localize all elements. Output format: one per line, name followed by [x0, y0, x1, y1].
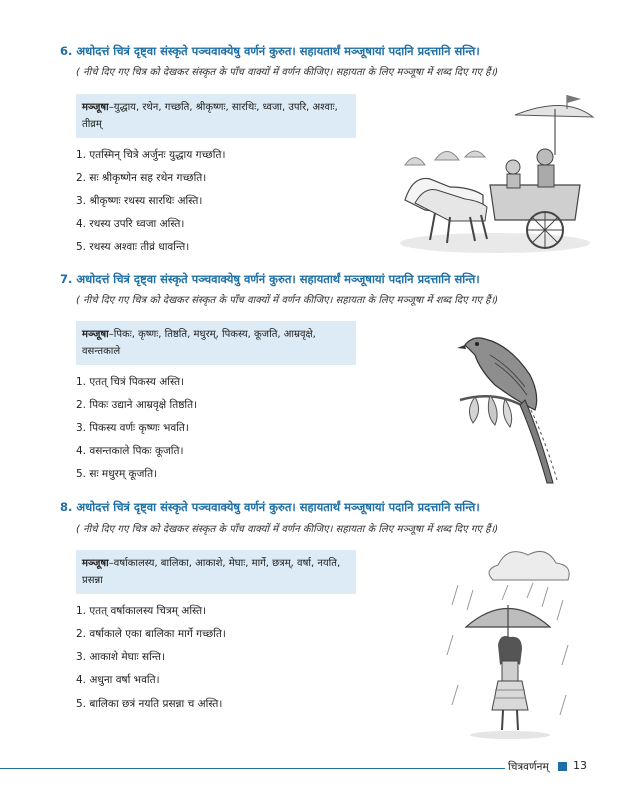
answer-line: 2. सः श्रीकृष्णेन सह रथेन गच्छति।	[76, 172, 207, 184]
answer-line: 1. एतत् चित्रं पिकस्य अस्ति।	[76, 376, 185, 388]
answer-line: 2. वर्षाकाले एका बालिका मार्गे गच्छति।	[76, 628, 226, 640]
question-subtitle: ( नीचे दिए गए चित्र को देखकर संस्कृत के पाँच वाक्यों में वर्णन कीजिए। सहायता के लिए मञ्जूषा में शब्द दिए गए हैं।)	[76, 67, 499, 78]
manjusha-label: मञ्जूषा	[82, 558, 109, 569]
answer-line: 5. सः मधुरम् कूजति।	[76, 468, 158, 480]
manjusha-box	[76, 550, 356, 594]
rain-girl-illustration	[438, 545, 578, 740]
manjusha-box	[76, 321, 356, 365]
answer-line: 2. पिकः उद्याने आम्रवृक्षे तिष्ठति।	[76, 399, 198, 411]
answer-line: 1. एतत् वर्षाकालस्य चित्रम् अस्ति।	[76, 605, 207, 617]
manjusha-words: –वर्षाकालस्य, बालिका, आकाशे, मेघाः, मार्गे, छत्रम्, वर्षा, नयति, प्रसन्ना	[82, 558, 341, 586]
cuckoo-illustration	[455, 315, 575, 485]
footer-rule	[0, 768, 505, 769]
footer-label: चित्रवर्णनम्	[508, 761, 549, 773]
answer-line: 4. वसन्तकाले पिकः कूजति।	[76, 445, 184, 457]
question-subtitle: ( नीचे दिए गए चित्र को देखकर संस्कृत के पाँच वाक्यों में वर्णन कीजिए। सहायता के लिए मञ्जूषा में शब्द दिए गए हैं।)	[76, 524, 499, 535]
question-title: 8. अधोदत्तं चित्रं दृष्ट्वा संस्कृते पञ्चवाक्येषु वर्णनं कुरुत। सहायतार्थं मञ्जूषायां पदानि प्रदत्तानि सन्ति।	[60, 500, 480, 514]
question-subtitle: ( नीचे दिए गए चित्र को देखकर संस्कृत के पाँच वाक्यों में वर्णन कीजिए। सहायता के लिए मञ्जूषा में शब्द दिए गए हैं।)	[76, 295, 499, 306]
manjusha-words: –पिकः, कृष्णः, तिष्ठति, मधुरम्, पिकस्य, कूजति, आम्रवृक्षे, वसन्तकाले	[82, 329, 316, 357]
answer-line: 5. रथस्य अश्वाः तीव्रं धावन्ति।	[76, 241, 190, 253]
answer-line: 1. एतस्मिन् चित्रे अर्जुनः युद्धाय गच्छति।	[76, 149, 226, 161]
page-number: 13	[573, 759, 587, 772]
answer-line: 5. बालिका छत्रं नयति प्रसन्ना च अस्ति।	[76, 698, 223, 710]
answer-line: 3. आकाशे मेघाः सन्ति।	[76, 651, 166, 663]
manjusha-label: मञ्जूषा	[82, 102, 109, 113]
answer-line: 4. रथस्य उपरि ध्वजा अस्ति।	[76, 218, 185, 230]
question-title: 7. अधोदत्तं चित्रं दृष्ट्वा संस्कृते पञ्चवाक्येषु वर्णनं कुरुत। सहायतार्थं मञ्जूषायां पदानि प्रदत्तानि सन्ति।	[60, 272, 480, 286]
answer-line: 4. अधुना वर्षा भवति।	[76, 674, 160, 686]
manjusha-label: मञ्जूषा	[82, 329, 109, 340]
footer-square-icon	[558, 762, 567, 771]
answer-line: 3. श्रीकृष्णः रथस्य सारथिः अस्ति।	[76, 195, 203, 207]
manjusha-box	[76, 94, 356, 138]
answer-line: 3. पिकस्य वर्णः कृष्णः भवति।	[76, 422, 189, 434]
manjusha-words: –युद्धाय, रथेन, गच्छति, श्रीकृष्णः, सारथिः, ध्वजा, उपरि, अश्वाः, तीव्रम्	[82, 102, 338, 130]
chariot-illustration	[395, 95, 595, 255]
question-title: 6. अधोदत्तं चित्रं दृष्ट्वा संस्कृते पञ्चवाक्येषु वर्णनं कुरुत। सहायतार्थं मञ्जूषायां पदानि प्रदत्तानि सन्ति।	[60, 44, 480, 58]
